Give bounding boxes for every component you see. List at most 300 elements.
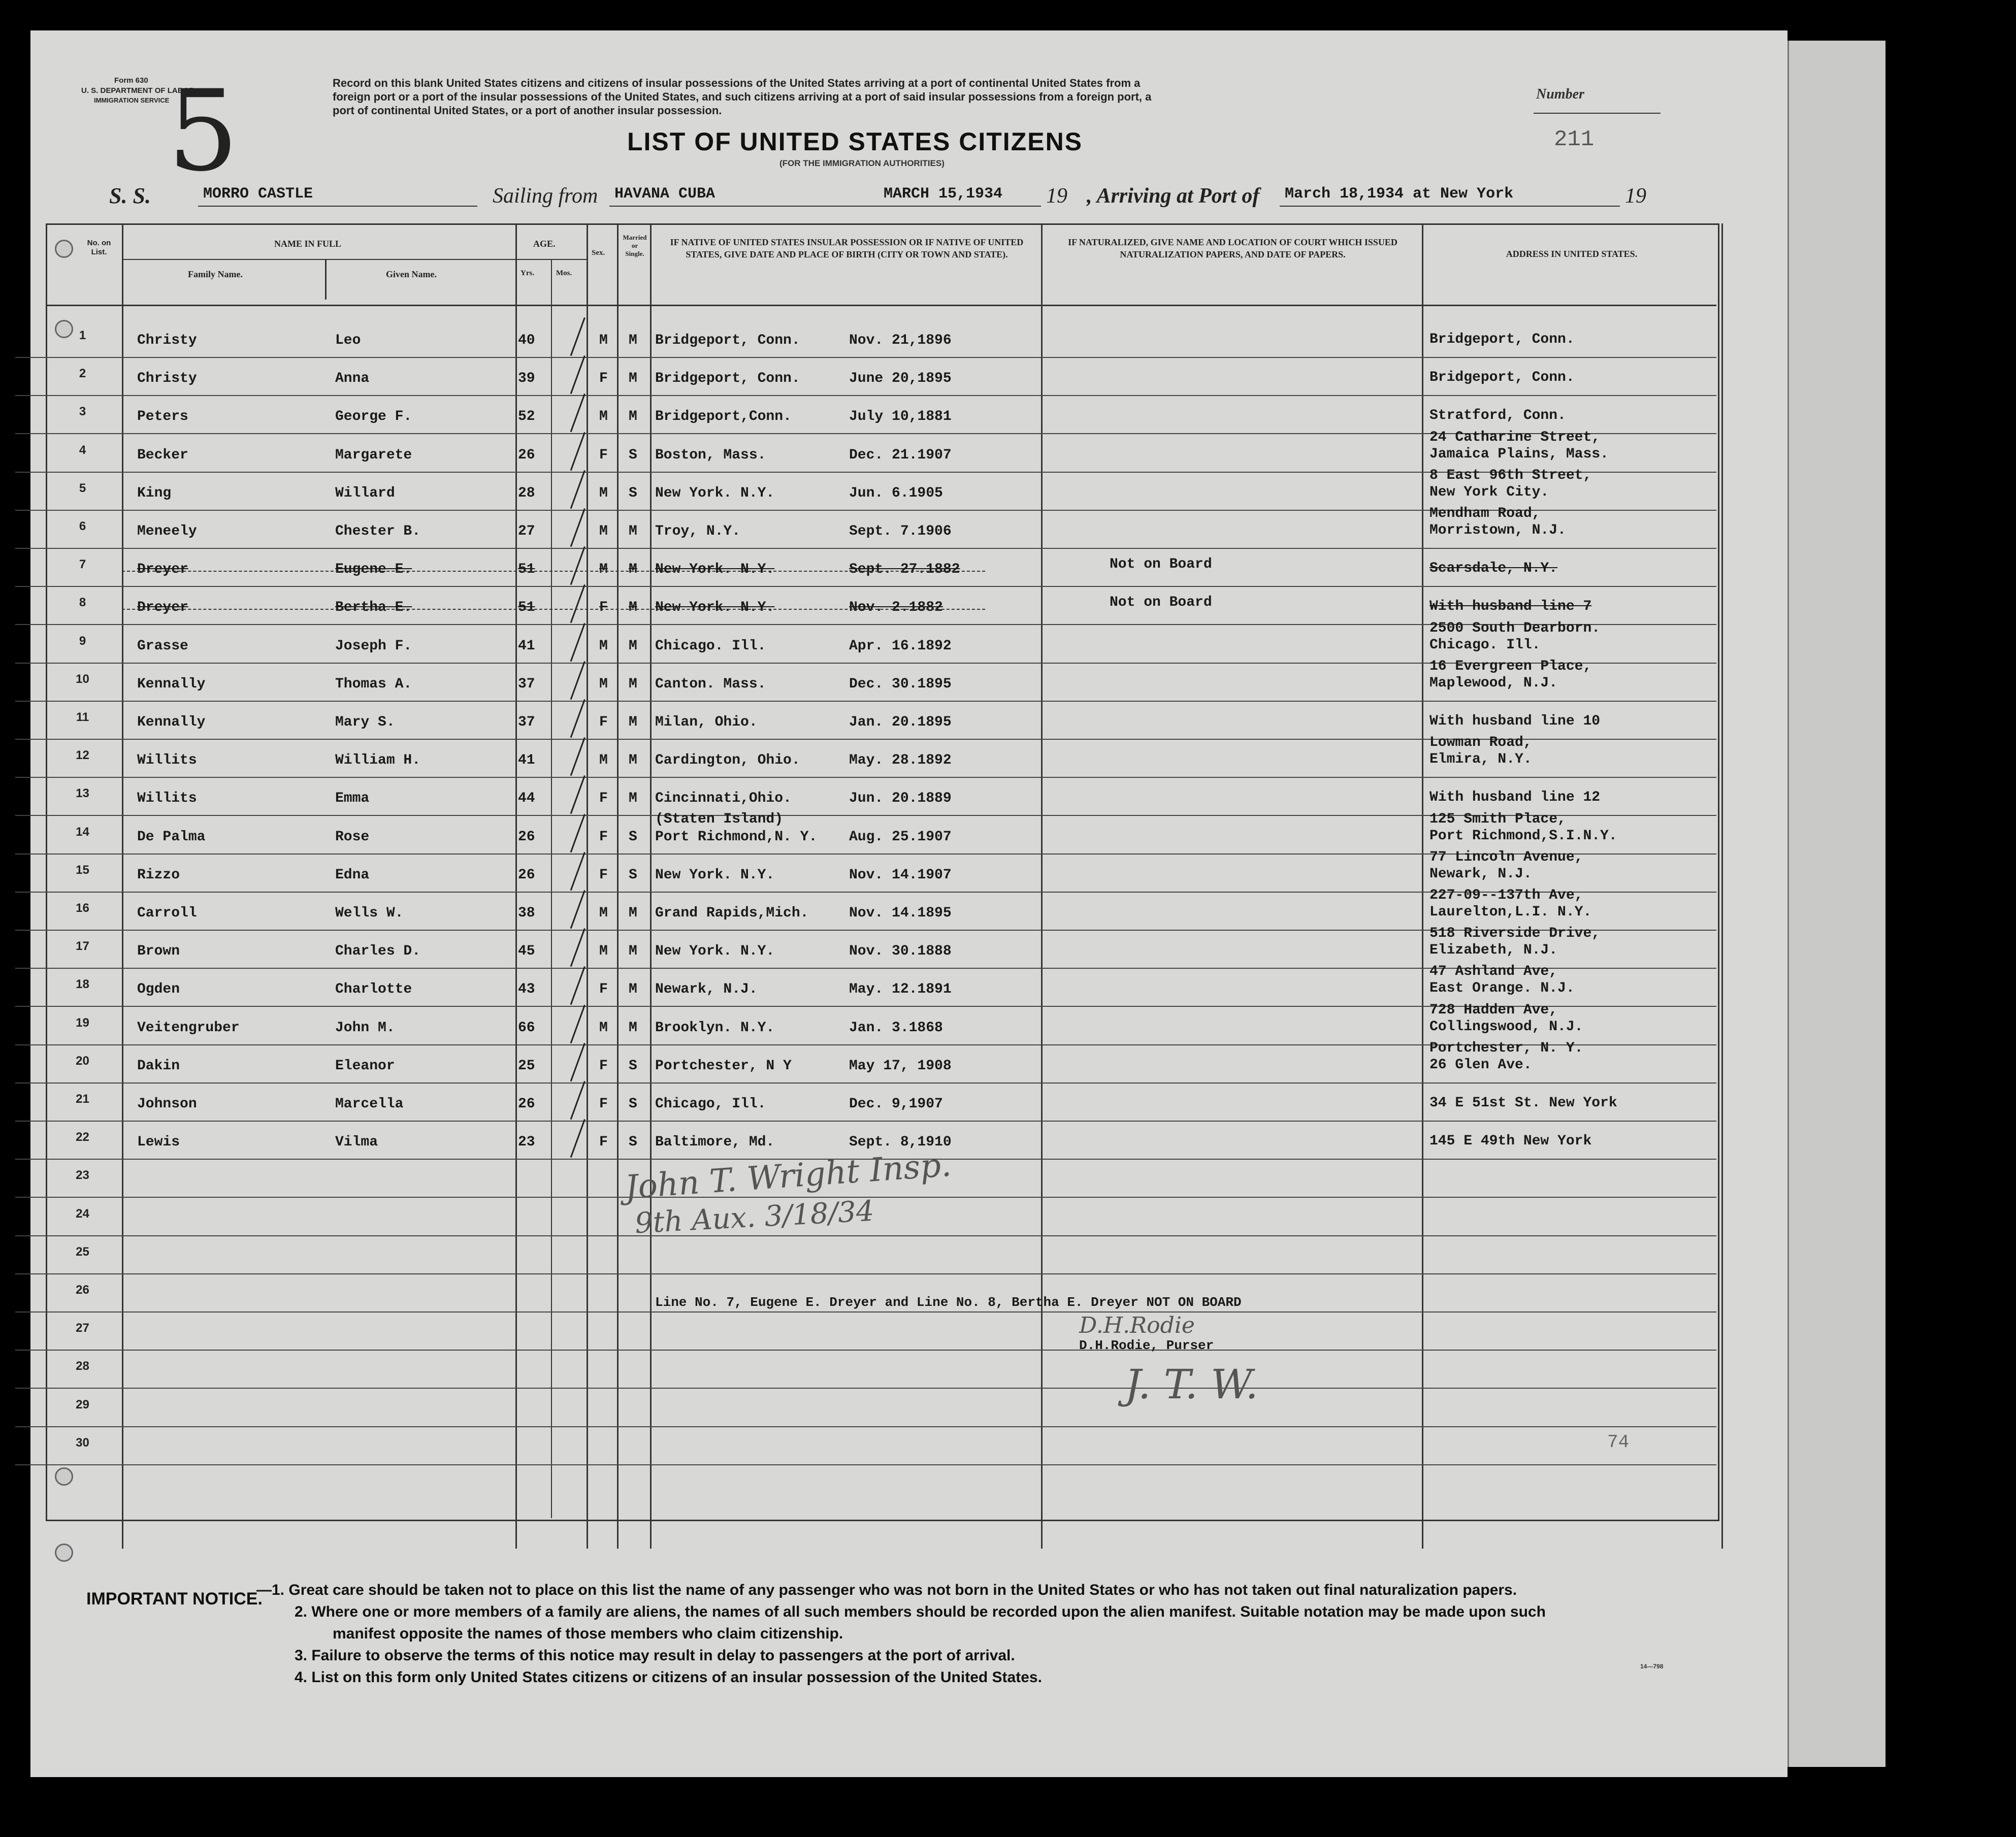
sex: F: [599, 447, 608, 463]
age-years: 28: [518, 485, 535, 501]
birth-place: Baltimore, Md.: [655, 1134, 775, 1150]
empty-row-number: 23: [76, 1168, 89, 1182]
number-underline: [1534, 113, 1661, 114]
birth-date: Dec. 30.1895: [849, 676, 952, 692]
birth-date: June 20,1895: [849, 371, 952, 386]
birth-place: Brooklyn. N.Y.: [655, 1020, 775, 1036]
sex: M: [599, 905, 608, 921]
birth-place: Troy, N.Y.: [655, 523, 741, 539]
row-rule: [15, 1082, 1716, 1084]
row-number: 9: [79, 634, 86, 648]
row-number: 18: [76, 977, 89, 991]
ship-name: MORRO CASTLE: [203, 185, 313, 203]
strike-through-line: [122, 609, 985, 610]
birth-date: Sept. 7.1906: [849, 523, 952, 539]
marital-status: S: [629, 1058, 637, 1074]
margin-handwritten-number: 5: [168, 66, 239, 196]
address-line-2: Elmira, N.Y.: [1429, 751, 1532, 767]
age-years: 27: [518, 523, 535, 539]
marital-status: M: [629, 371, 637, 386]
marital-status: S: [629, 829, 637, 845]
sex: F: [599, 600, 608, 615]
marital-status: M: [629, 943, 637, 959]
birth-place: Bridgeport,Conn.: [655, 409, 792, 424]
birth-place: New York. N.Y.: [655, 562, 775, 577]
row-number: 1: [79, 329, 86, 342]
age-years: 51: [518, 600, 535, 615]
age-years: 26: [518, 447, 535, 463]
birth-date: May. 28.1892: [849, 752, 952, 768]
age-years: 37: [518, 676, 535, 692]
birth-place: Boston, Mass.: [655, 447, 766, 463]
birth-date: Apr. 16.1892: [849, 638, 952, 654]
row-number: 16: [76, 901, 89, 915]
given-name: Margarete: [335, 447, 412, 463]
sex: F: [599, 1058, 608, 1074]
birth-place: Port Richmond,N. Y.: [655, 829, 818, 845]
address-line-2: Laurelton,L.I. N.Y.: [1429, 904, 1592, 920]
marital-status: M: [629, 676, 637, 692]
col-given: Given Name.: [386, 269, 437, 279]
address-line-2: Port Richmond,S.I.N.Y.: [1429, 828, 1617, 844]
column-divider: [551, 259, 552, 1518]
col-married-single: Married or Single.: [623, 234, 647, 257]
name-subheader-rule: [122, 259, 515, 260]
arriving-underline: [1280, 206, 1620, 207]
row-number: 2: [79, 367, 86, 380]
inspector-initials: J. T. W.: [1125, 1361, 1258, 1408]
col-sex: Sex.: [592, 249, 605, 257]
address-line-2: 26 Glen Ave.: [1429, 1057, 1532, 1073]
address-line-2: With husband line 10: [1429, 713, 1601, 729]
family-name: Veitengruber: [137, 1020, 240, 1036]
row-rule: [15, 701, 1716, 702]
address-line-1: 24 Catharine Street,: [1429, 430, 1601, 445]
given-name: John M.: [335, 1020, 395, 1036]
ss-label: S. S.: [109, 183, 151, 208]
marital-status: M: [629, 409, 637, 424]
given-name: William H.: [335, 752, 421, 768]
family-name: Becker: [137, 447, 188, 463]
sex: M: [599, 752, 608, 768]
naturalization: Not on Board: [1110, 595, 1212, 610]
instruction-line: port of continental United States, or a port of another insular possession.: [333, 104, 722, 117]
sex: M: [599, 485, 608, 501]
sex: M: [599, 943, 608, 959]
instruction-line: Record on this blank United States citizens and citizens of insular possessions of the United States arriving at a port of continental United States from a: [333, 77, 1141, 89]
address-line-2: 145 E 49th New York: [1429, 1133, 1592, 1149]
address-line-1: 227-09--137th Ave,: [1429, 888, 1583, 903]
notice-item-1: —1. Great care should be taken not to place on this list the name of any passenger who was not born in the United States or who has not taken out final naturalization papers.: [256, 1582, 1517, 1598]
family-name: Dreyer: [137, 600, 188, 615]
col-family: Family Name.: [188, 269, 243, 279]
birth-date: Sept. 27.1882: [849, 562, 960, 577]
address-line-2: Morristown, N.J.: [1429, 522, 1566, 538]
row-rule: [15, 357, 1716, 358]
birth-place: Newark, N.J.: [655, 981, 758, 997]
birth-place: Portchester, N Y: [655, 1058, 792, 1074]
age-years: 41: [518, 638, 535, 654]
address-line-2: New York City.: [1429, 484, 1549, 500]
birth-place: New York. N.Y.: [655, 485, 775, 501]
given-name: Leo: [335, 333, 361, 348]
given-name: Charles D.: [335, 943, 421, 959]
address-line-2: Maplewood, N.J.: [1429, 675, 1558, 691]
col-age: AGE.: [533, 239, 556, 249]
given-name: Chester B.: [335, 523, 421, 539]
family-name: Brown: [137, 943, 180, 959]
marital-status: S: [629, 1134, 637, 1150]
page-title: LIST OF UNITED STATES CITIZENS: [627, 127, 1083, 156]
family-name: Willits: [137, 752, 197, 768]
birth-place: Bridgeport, Conn.: [655, 371, 800, 386]
strike-through-line: [122, 571, 985, 572]
given-name: Thomas A.: [335, 676, 412, 692]
row-rule: [15, 1388, 1716, 1389]
marital-status: M: [629, 523, 637, 539]
age-years: 44: [518, 791, 535, 806]
age-years: 26: [518, 1096, 535, 1112]
family-name: Meneely: [137, 523, 197, 539]
family-name: Kennally: [137, 714, 206, 730]
age-years: 26: [518, 867, 535, 883]
sex: F: [599, 791, 608, 806]
col-address: ADDRESS IN UNITED STATES.: [1506, 249, 1638, 259]
empty-row-number: 26: [76, 1283, 89, 1297]
address-line-2: Jamaica Plains, Mass.: [1429, 446, 1609, 462]
row-number: 3: [79, 405, 86, 418]
birth-date: Aug. 25.1907: [849, 829, 952, 845]
col-native: IF NATIVE OF UNITED STATES INSULAR POSSESSION OR IF NATIVE OF UNITED STATES, GIVE DATE AND PLACE OF BIRTH (CITY OR TOWN AND STATE).: [670, 237, 1024, 259]
age-years: 66: [518, 1020, 535, 1036]
address-line-2: Elizabeth, N.J.: [1429, 942, 1558, 958]
birth-place: Bridgeport, Conn.: [655, 333, 800, 348]
family-name: Dakin: [137, 1058, 180, 1074]
sex: M: [599, 333, 608, 348]
address-line-2: Newark, N.J.: [1429, 866, 1532, 882]
row-rule: [15, 1350, 1716, 1351]
marital-status: M: [629, 714, 637, 730]
birth-date: Nov. 2.1882: [849, 600, 943, 615]
punch-hole: [55, 1467, 73, 1486]
marital-status: M: [629, 1020, 637, 1036]
address-line-2: Collingswood, N.J.: [1429, 1019, 1583, 1035]
address-line-1: 728 Hadden Ave,: [1429, 1002, 1558, 1018]
row-number: 19: [76, 1016, 89, 1030]
address-line-2: Stratford, Conn.: [1429, 408, 1566, 423]
marital-status: M: [629, 752, 637, 768]
purser-signature: D.H.Rodie: [1079, 1313, 1195, 1338]
age-years: 40: [518, 333, 535, 348]
punch-hole: [55, 1544, 73, 1562]
marital-status: M: [629, 981, 637, 997]
given-name: Edna: [335, 867, 370, 883]
family-name: Rizzo: [137, 867, 180, 883]
row-rule: [15, 548, 1716, 549]
sex: F: [599, 867, 608, 883]
sex: F: [599, 371, 608, 386]
col-naturalized: IF NATURALIZED, GIVE NAME AND LOCATION OF COURT WHICH ISSUED NATURALIZATION PAPERS, AND DATE OF PAPERS.: [1068, 237, 1397, 259]
family-name: Peters: [137, 409, 188, 424]
instructions: [333, 76, 1151, 117]
sex: M: [599, 523, 608, 539]
birth-date: Jan. 3.1868: [849, 1020, 943, 1036]
given-name: George F.: [335, 409, 412, 424]
row-number: 13: [76, 786, 89, 800]
sex: F: [599, 1134, 608, 1150]
row-number: 20: [76, 1054, 89, 1068]
birth-place: Chicago. Ill.: [655, 638, 766, 654]
address-line-2: With husband line 7: [1429, 599, 1592, 614]
family-name: Willits: [137, 791, 197, 806]
sex: M: [599, 676, 608, 692]
service: IMMIGRATION SERVICE: [94, 96, 170, 104]
age-years: 25: [518, 1058, 535, 1074]
row-number: 12: [76, 748, 89, 762]
sex: M: [599, 638, 608, 654]
given-name: Bertha E.: [335, 600, 412, 615]
row-rule: [15, 1311, 1716, 1313]
form-number: Form 630: [114, 76, 148, 85]
marital-status: S: [629, 1096, 637, 1112]
address-line-1: 77 Lincoln Avenue,: [1429, 849, 1583, 865]
sex: M: [599, 409, 608, 424]
family-name: Grasse: [137, 638, 188, 654]
birth-date: Dec. 21.1907: [849, 447, 952, 463]
age-years: 26: [518, 829, 535, 845]
empty-row-number: 25: [76, 1245, 89, 1259]
address-line-1: Portchester, N. Y.: [1429, 1040, 1583, 1056]
address-line-2: Chicago. Ill.: [1429, 637, 1541, 653]
notice-item-2-cont: manifest opposite the names of those members who claim citizenship.: [333, 1625, 843, 1642]
given-name: Eleanor: [335, 1058, 395, 1074]
marital-status: M: [629, 562, 637, 577]
year-prefix-1: 19: [1046, 184, 1067, 208]
given-name: Anna: [335, 371, 370, 386]
row-number: 22: [76, 1130, 89, 1144]
family-name: King: [137, 485, 172, 501]
birth-date: May. 12.1891: [849, 981, 952, 997]
birth-date: Jun. 20.1889: [849, 791, 952, 806]
sex: F: [599, 1096, 608, 1112]
address-line-1: 125 Smith Place,: [1429, 811, 1566, 827]
birth-place-note: (Staten Island): [655, 811, 784, 827]
arriving-label: , Arriving at Port of: [1087, 184, 1260, 208]
age-years: 52: [518, 409, 535, 424]
remarks-note: Line No. 7, Eugene E. Dreyer and Line No. 8, Bertha E. Dreyer NOT ON BOARD: [655, 1295, 1242, 1310]
empty-row-number: 28: [76, 1359, 89, 1373]
empty-row-number: 24: [76, 1207, 89, 1221]
sailing-label: Sailing from: [493, 184, 598, 208]
row-rule: [15, 1426, 1716, 1427]
family-name: Christy: [137, 333, 197, 348]
list-number: 211: [1554, 127, 1595, 152]
family-name: Carroll: [137, 905, 197, 921]
age-years: 51: [518, 562, 535, 577]
notice-item-3: 3. Failure to observe the terms of this notice may result in delay to passengers at the port of arrival.: [295, 1647, 1015, 1664]
empty-row-number: 30: [76, 1436, 89, 1450]
marital-status: M: [629, 600, 637, 615]
punch-hole: [55, 240, 73, 258]
header-bottom-rule: [46, 305, 1716, 306]
empty-row-number: 29: [76, 1398, 89, 1412]
row-number: 4: [79, 443, 86, 457]
marital-status: S: [629, 485, 637, 501]
row-number: 21: [76, 1092, 89, 1106]
column-divider: [1721, 223, 1723, 1549]
given-name: Emma: [335, 791, 370, 806]
row-number: 6: [79, 519, 86, 533]
given-name: Rose: [335, 829, 370, 845]
row-number: 14: [76, 825, 89, 839]
page-subtitle: (FOR THE IMMIGRATION AUTHORITIES): [779, 158, 945, 168]
row-number: 17: [76, 939, 89, 953]
family-name: Ogden: [137, 981, 180, 997]
birth-date: Nov. 14.1907: [849, 867, 952, 883]
family-name: Dreyer: [137, 562, 188, 577]
sex: M: [599, 562, 608, 577]
age-years: 39: [518, 371, 535, 386]
given-name: Charlotte: [335, 981, 412, 997]
address-line-1: 47 Ashland Ave,: [1429, 964, 1558, 979]
row-number: 5: [79, 481, 86, 495]
birth-place: Milan, Ohio.: [655, 714, 758, 730]
marital-status: S: [629, 447, 637, 463]
birth-place: Cincinnati,Ohio.: [655, 791, 792, 806]
sailing-underline: [609, 206, 1041, 207]
given-name: Willard: [335, 485, 395, 501]
year-prefix-2: 19: [1625, 184, 1646, 208]
col-months: Mos.: [556, 269, 572, 277]
birth-date: Dec. 9,1907: [849, 1096, 943, 1112]
age-years: 23: [518, 1134, 535, 1150]
col-no: No. on List.: [87, 239, 111, 256]
birth-place: Canton. Mass.: [655, 676, 766, 692]
birth-place: New York. N.Y.: [655, 600, 775, 615]
given-name: Vilma: [335, 1134, 378, 1150]
birth-place: New York. N.Y.: [655, 943, 775, 959]
given-name: Joseph F.: [335, 638, 412, 654]
marital-status: M: [629, 791, 637, 806]
naturalization: Not on Board: [1110, 556, 1212, 572]
marital-status: M: [629, 905, 637, 921]
column-divider: [325, 259, 327, 300]
marital-status: S: [629, 867, 637, 883]
age-years: 37: [518, 714, 535, 730]
address-line-1: 8 East 96th Street,: [1429, 468, 1592, 483]
row-number: 7: [79, 557, 86, 571]
address-line-1: 16 Evergreen Place,: [1429, 659, 1592, 674]
sex: M: [599, 1020, 608, 1036]
row-rule: [15, 1235, 1716, 1236]
empty-row-number: 27: [76, 1321, 89, 1335]
birth-date: July 10,1881: [849, 409, 952, 424]
birth-place: Cardington, Ohio.: [655, 752, 800, 768]
row-rule: [15, 1464, 1716, 1465]
family-name: Christy: [137, 371, 197, 386]
address-line-2: 34 E 51st St. New York: [1429, 1095, 1617, 1111]
instruction-line: foreign port or a port of the insular possessions of the United States, and such citizens arriving at a port of said insular possessions from a foreign port, a: [333, 90, 1152, 103]
ship-underline: [198, 206, 477, 207]
given-name: Mary S.: [335, 714, 395, 730]
notice-code: 14—798: [1640, 1663, 1664, 1670]
col-name-in-full: NAME IN FULL: [274, 239, 342, 249]
birth-date: May 17, 1908: [849, 1058, 952, 1074]
given-name: Wells W.: [335, 905, 404, 921]
age-years: 38: [518, 905, 535, 921]
notice-item-4: 4. List on this form only United States citizens or citizens of an insular possession of the United States.: [295, 1669, 1042, 1686]
number-label: Number: [1536, 86, 1584, 102]
sex: F: [599, 829, 608, 845]
notice-item-2: 2. Where one or more members of a family are aliens, the names of all such members should be recorded upon the alien manifest. Suitable notation may be made upon such: [295, 1603, 1546, 1620]
given-name: Marcella: [335, 1096, 404, 1112]
handwritten-inspector: John T. Wright Insp.: [624, 1146, 953, 1207]
birth-date: Jan. 20.1895: [849, 714, 952, 730]
age-subheader-rule: [515, 259, 587, 260]
row-rule: [15, 1273, 1716, 1274]
sailing-from: HAVANA CUBA: [614, 185, 716, 203]
marital-status: M: [629, 333, 637, 348]
birth-date: Nov. 30.1888: [849, 943, 952, 959]
arriving-port: March 18,1934 at New York: [1285, 185, 1514, 203]
address-line-1: Mendham Road,: [1429, 506, 1541, 521]
notice-heading: IMPORTANT NOTICE.: [86, 1589, 263, 1609]
address-line-2: Bridgeport, Conn.: [1429, 370, 1575, 385]
sex: F: [599, 714, 608, 730]
address-line-2: With husband line 12: [1429, 790, 1601, 805]
family-name: Lewis: [137, 1134, 180, 1150]
given-name: Eugene E.: [335, 562, 412, 577]
row-rule: [15, 1121, 1716, 1122]
marital-status: M: [629, 638, 637, 654]
underlying-sheet-edge: [1787, 41, 1885, 1767]
address-line-2: Scarsdale, N.Y.: [1429, 561, 1558, 576]
row-rule: [15, 777, 1716, 778]
row-rule: [15, 395, 1716, 396]
address-line-1: 518 Riverside Drive,: [1429, 926, 1601, 941]
family-name: De Palma: [137, 829, 206, 845]
department: U. S. DEPARTMENT OF LABOR: [81, 86, 195, 95]
sex: F: [599, 981, 608, 997]
birth-date: Nov. 14.1895: [849, 905, 952, 921]
birth-place: Grand Rapids,Mich.: [655, 905, 809, 921]
row-number: 10: [76, 672, 89, 686]
birth-date: Sept. 8,1910: [849, 1134, 952, 1150]
family-name: Johnson: [137, 1096, 197, 1112]
row-number: 15: [76, 863, 89, 877]
address-line-1: Lowman Road,: [1429, 735, 1532, 750]
row-rule: [15, 586, 1716, 587]
birth-place: New York. N.Y.: [655, 867, 775, 883]
purser-name: D.H.Rodie, Purser: [1079, 1338, 1214, 1353]
birth-date: Jun. 6.1905: [849, 485, 943, 501]
birth-date: Nov. 21,1896: [849, 333, 952, 348]
age-years: 43: [518, 981, 535, 997]
page-number: 74: [1607, 1432, 1630, 1453]
row-number: 11: [76, 710, 89, 724]
age-years: 41: [518, 752, 535, 768]
birth-place: Chicago, Ill.: [655, 1096, 766, 1112]
row-number: 8: [79, 596, 86, 609]
address-line-2: Bridgeport, Conn.: [1429, 332, 1575, 347]
col-years: Yrs.: [521, 269, 535, 277]
handwritten-date: 9th Aux. 3/18/34: [634, 1194, 875, 1240]
sailing-date: MARCH 15,1934: [884, 185, 1003, 203]
age-years: 45: [518, 943, 535, 959]
address-line-2: East Orange. N.J.: [1429, 980, 1575, 996]
address-line-1: 2500 South Dearborn.: [1429, 620, 1601, 636]
family-name: Kennally: [137, 676, 206, 692]
